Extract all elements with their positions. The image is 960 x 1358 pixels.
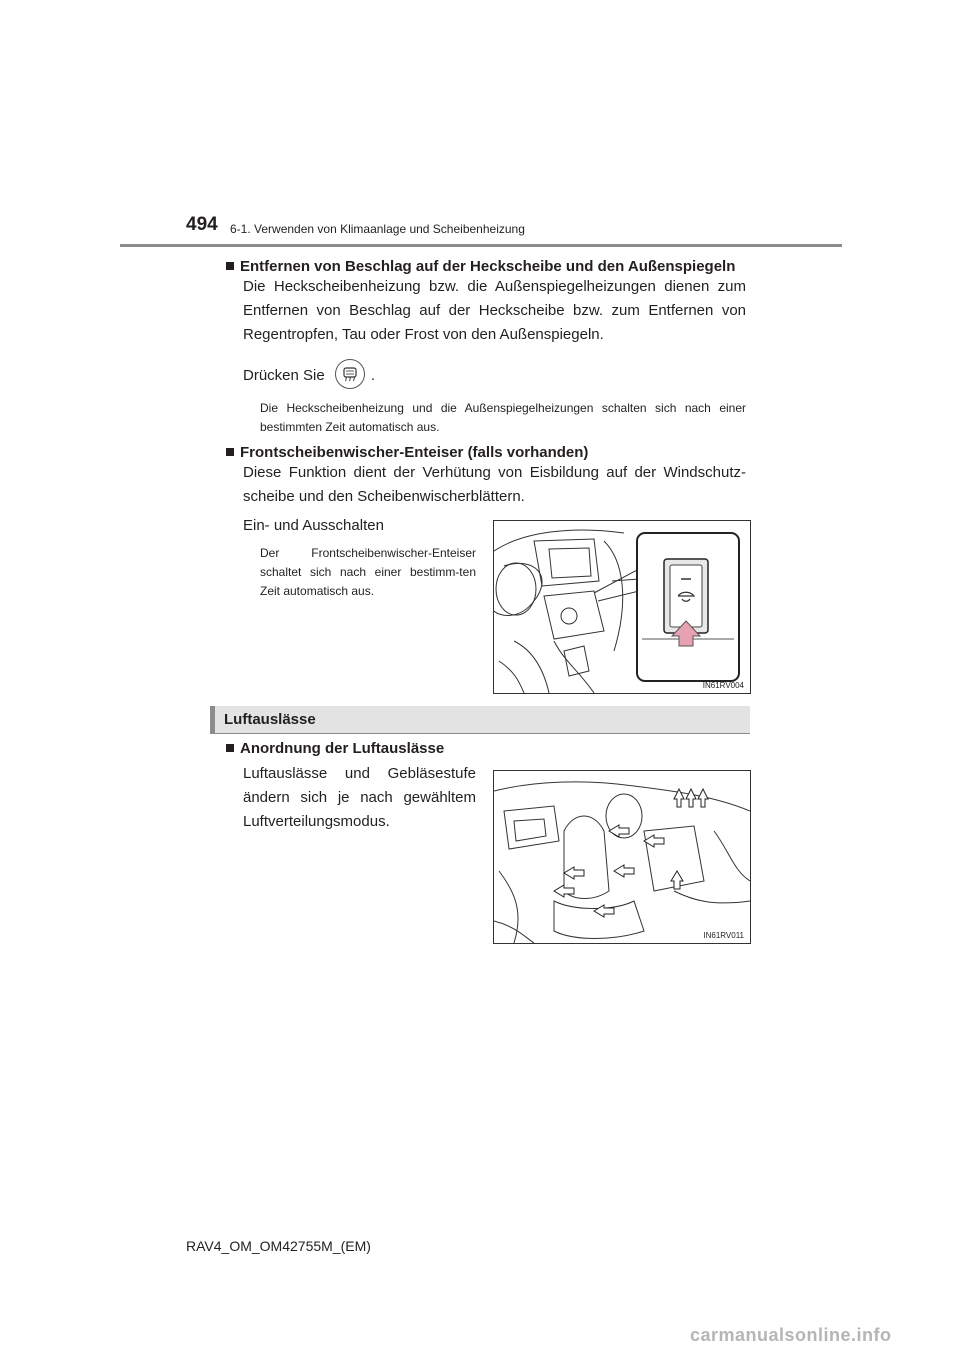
on-off-subheading: Ein- und Ausschalten <box>243 517 384 534</box>
press-instruction: Drücken Sie . <box>243 361 543 391</box>
wiper-deicer-note: Der Frontscheibenwischer-Enteiser schaltet sich nach einer bestimm-ten Zeit automatisch aus. <box>260 546 476 598</box>
section-heading-outlet-layout: Anordnung der Luftauslässe <box>226 740 526 757</box>
section-bar-air-outlets <box>210 706 750 734</box>
square-bullet-icon <box>226 744 234 752</box>
document-code: RAV4_OM_OM42755M_(EM) <box>186 1238 371 1254</box>
rear-defogger-button[interactable] <box>335 359 365 389</box>
rear-defog-paragraph: Die Heckscheibenheizung bzw. die Außenspiegelheizungen dienen zum Entfernen von Beschlag auf der Heckscheibe bzw. zum Entfernen von Regentropfen, Tau oder Frost von den Außenspiegeln. <box>243 278 746 343</box>
watermark: carmanualsonline.info <box>690 1325 892 1345</box>
figure-label: IN61RV004 <box>702 681 744 690</box>
page-number: 494 <box>186 214 218 235</box>
section-bar-accent <box>210 706 215 733</box>
rear-defogger-icon <box>342 366 358 382</box>
cabin-illustration <box>494 771 750 943</box>
figure-label: IN61RV011 <box>703 931 744 940</box>
air-outlets-figure <box>493 770 751 944</box>
header-divider <box>120 244 842 247</box>
outlet-layout-paragraph: Luftauslässe und Gebläsestufe ändern sich je nach gewähltem Luftverteilungsmodus. <box>243 765 476 830</box>
wiper-deicer-figure <box>493 520 751 694</box>
rear-defog-note: Die Heckscheibenheizung und die Außenspiegelheizungen schalten sich nach einer bestimmten Zeit automatisch aus. <box>260 401 746 434</box>
dashboard-illustration <box>494 521 750 693</box>
section-heading-rear-defog: Entfernen von Beschlag auf der Heckscheibe und den Außenspiegeln <box>226 258 756 275</box>
section-heading-wiper-deicer: Frontscheibenwischer-Enteiser (falls vorhanden) <box>226 444 756 461</box>
square-bullet-icon <box>226 262 234 270</box>
chapter-title: 6-1. Verwenden von Klimaanlage und Scheibenheizung <box>230 222 525 236</box>
square-bullet-icon <box>226 448 234 456</box>
wiper-deicer-paragraph: Diese Funktion dient der Verhütung von Eisbildung auf der Windschutz-scheibe und den Scheibenwischerblättern. <box>243 464 746 505</box>
section-bar-title: Luftauslässe <box>224 711 316 728</box>
